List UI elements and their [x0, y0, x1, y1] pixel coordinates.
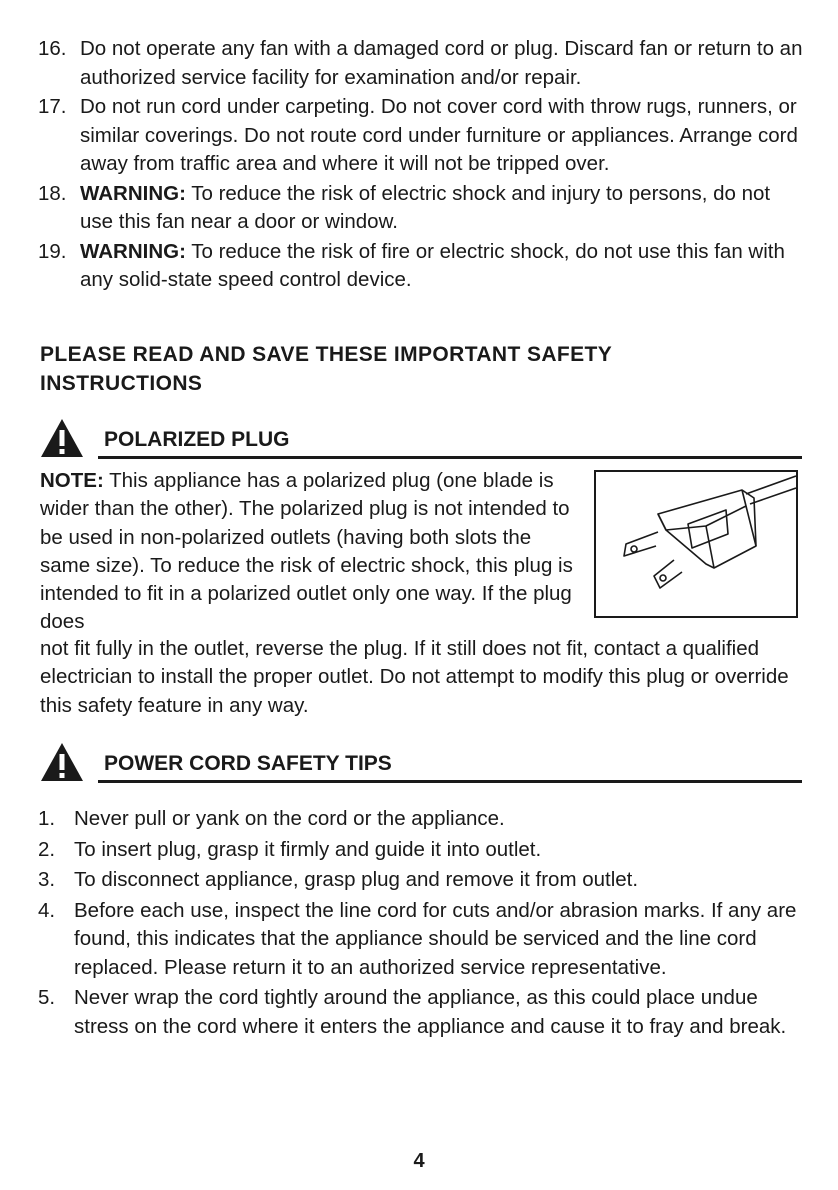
- list-item: [38, 93, 808, 179]
- section-title: POWER CORD SAFETY TIPS: [104, 752, 392, 775]
- cord-tips-list: [38, 805, 808, 1043]
- section-divider: [98, 456, 802, 459]
- section-title: POLARIZED PLUG: [104, 428, 290, 451]
- item-text: Never pull or yank on the cord or the appliance.: [74, 807, 505, 830]
- warning-triangle-icon: [40, 742, 84, 782]
- warning-label: WARNING:: [80, 181, 186, 205]
- item-text: To reduce the risk of electric shock and injury to persons, do not use this fan near a door or window.: [80, 181, 771, 233]
- safety-instructions-list: [38, 35, 808, 296]
- safety-heading: PLEASE READ AND SAVE THESE IMPORTANT SAFETY INSTRUCTIONS: [40, 343, 612, 395]
- item-number: 4.: [38, 898, 56, 922]
- item-text: To reduce the risk of fire or electric shock, do not use this fan with any solid-state speed control device.: [80, 239, 785, 291]
- item-number: 1.: [38, 807, 56, 830]
- note-text: This appliance has a polarized plug (one blade is wider than the other). The polarized plug is not intended to be used in non-polarized outlets (having both slots the same size). To reduce the risk of electric shock, this plug is intended to fit in a polarized outlet only one way. If the plug does: [40, 469, 573, 634]
- polarized-plug-header: [40, 418, 802, 458]
- warning-triangle-icon: [40, 418, 84, 458]
- item-number: 18.: [38, 181, 67, 205]
- list-item: [38, 35, 808, 92]
- list-item: [38, 836, 808, 865]
- polarized-note: [40, 467, 585, 637]
- polarized-plug-illustration: [594, 470, 798, 618]
- list-item: [38, 984, 808, 1041]
- plug-icon: [596, 472, 796, 616]
- note-label: NOTE:: [40, 469, 104, 492]
- item-number: 17.: [38, 95, 67, 118]
- section-divider: [98, 780, 802, 783]
- power-cord-header: [40, 742, 802, 782]
- list-item: [38, 180, 808, 237]
- item-number: 2.: [38, 837, 56, 861]
- item-text: To insert plug, grasp it firmly and guide it into outlet.: [74, 837, 542, 861]
- item-number: 16.: [38, 37, 67, 60]
- list-item: [38, 805, 808, 834]
- item-text: Do not run cord under carpeting. Do not cover cord with throw rugs, runners, or similar coverings. Do not route cord under furniture or appliances. Arrange cord away from traffic area and where it will not be tripped over.: [80, 95, 798, 175]
- item-text: Never wrap the cord tightly around the appliance, as this could place undue stress on the cord where it enters the appliance and cause it to fray and break.: [74, 986, 787, 1038]
- item-text: Do not operate any fan with a damaged cord or plug. Discard fan or return to an authorized service facility for examination and/or repair.: [80, 37, 803, 89]
- page-number: 4: [413, 1150, 425, 1172]
- polarized-note-continued: not fit fully in the outlet, reverse the plug. If it still does not fit, contact a qualified electrician to install the proper outlet. Do not attempt to modify this plug or override this safety feature in any way.: [40, 637, 789, 717]
- warning-label: WARNING:: [80, 239, 186, 263]
- list-item: [38, 866, 808, 895]
- item-number: 5.: [38, 986, 56, 1009]
- list-item: [38, 897, 808, 983]
- list-item: [38, 238, 808, 295]
- item-number: 3.: [38, 868, 56, 891]
- item-text: Before each use, inspect the line cord for cuts and/or abrasion marks. If any are found, this indicates that the appliance should be serviced and the line cord replaced. Please return it to an authorized service representative.: [74, 898, 797, 979]
- item-number: 19.: [38, 239, 67, 263]
- item-text: To disconnect appliance, grasp plug and remove it from outlet.: [74, 868, 639, 891]
